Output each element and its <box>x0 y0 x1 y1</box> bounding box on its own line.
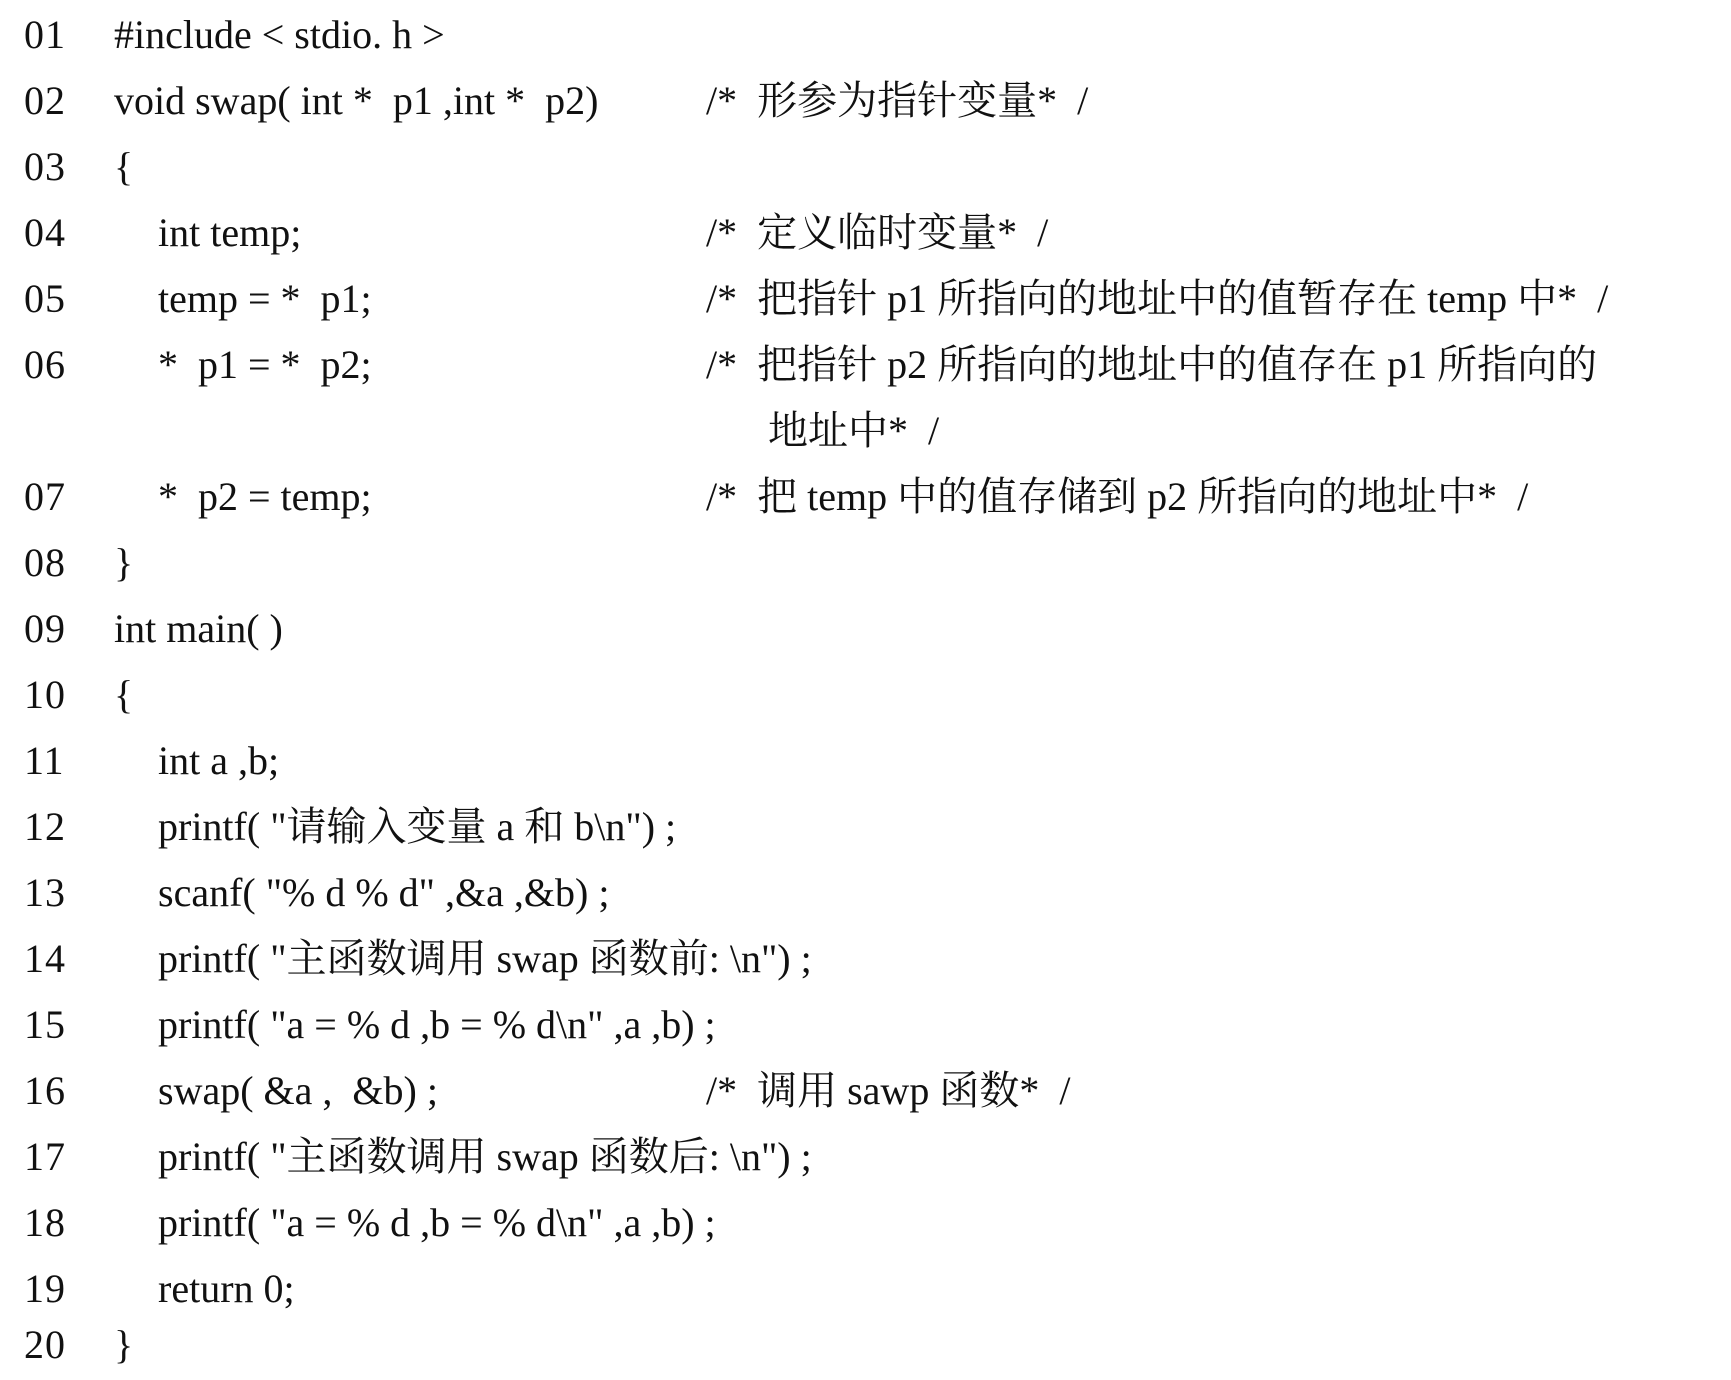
code-text: printf( "主函数调用 swap 函数后: \n") ; <box>158 1134 812 1179</box>
line-number: 14 <box>24 936 66 981</box>
line-number: 08 <box>24 540 66 585</box>
code-line-10 <box>0 662 1731 728</box>
code-line-11 <box>0 728 1731 794</box>
code-text: } <box>114 540 134 585</box>
code-text: { <box>114 144 134 189</box>
code-line-06 <box>0 332 1731 398</box>
code-text: } <box>114 1322 134 1367</box>
code-line-12 <box>0 794 1731 860</box>
line-number: 05 <box>24 276 66 321</box>
line-number: 09 <box>24 606 66 651</box>
code-line-18 <box>0 1190 1731 1256</box>
line-number: 12 <box>24 804 66 849</box>
code-line-14 <box>0 926 1731 992</box>
line-number: 10 <box>24 672 66 717</box>
code-comment: /* 形参为指针变量* / <box>706 78 1089 123</box>
line-number: 15 <box>24 1002 66 1047</box>
code-text: int temp; <box>158 210 302 255</box>
code-text: printf( "主函数调用 swap 函数前: \n") ; <box>158 936 812 981</box>
line-number: 18 <box>24 1200 66 1245</box>
line-number: 16 <box>24 1068 66 1113</box>
code-text: #include < stdio. h > <box>114 12 445 57</box>
code-comment: /* 把指针 p1 所指向的地址中的值暂存在 temp 中* / <box>706 276 1609 321</box>
line-number: 01 <box>24 12 66 57</box>
line-number: 17 <box>24 1134 66 1179</box>
code-line-16 <box>0 1058 1731 1124</box>
line-number: 11 <box>24 738 65 783</box>
code-line-09 <box>0 596 1731 662</box>
code-text: printf( "a = % d ,b = % d\n" ,a ,b) ; <box>158 1200 716 1245</box>
code-line-05 <box>0 266 1731 332</box>
code-text: * p1 = * p2; <box>158 342 372 387</box>
code-comment: /* 把指针 p2 所指向的地址中的值存在 p1 所指向的 <box>706 342 1598 387</box>
code-text: return 0; <box>158 1266 295 1311</box>
code-text: { <box>114 672 134 717</box>
code-line-07 <box>0 464 1731 530</box>
code-text: printf( "a = % d ,b = % d\n" ,a ,b) ; <box>158 1002 716 1047</box>
code-text: * p2 = temp; <box>158 474 372 519</box>
code-comment: /* 把 temp 中的值存储到 p2 所指向的地址中* / <box>706 474 1529 519</box>
code-line-03 <box>0 134 1731 200</box>
code-line-20 <box>0 1312 1731 1378</box>
line-number: 02 <box>24 78 66 123</box>
code-text: void swap( int * p1 ,int * p2) <box>114 78 599 123</box>
code-text: printf( "请输入变量 a 和 b\n") ; <box>158 804 677 849</box>
code-text: int main( ) <box>114 606 283 651</box>
line-number: 06 <box>24 342 66 387</box>
code-comment-continuation: 地址中* / <box>768 408 940 453</box>
line-number: 04 <box>24 210 66 255</box>
code-text: temp = * p1; <box>158 276 372 321</box>
code-line-02 <box>0 68 1731 134</box>
line-number: 19 <box>24 1266 66 1311</box>
code-line-08 <box>0 530 1731 596</box>
code-text: int a ,b; <box>158 738 280 783</box>
code-comment: /* 定义临时变量* / <box>706 210 1049 255</box>
code-text: scanf( "% d % d" ,&a ,&b) ; <box>158 870 610 915</box>
line-number: 13 <box>24 870 66 915</box>
line-number: 03 <box>24 144 66 189</box>
code-comment: /* 调用 sawp 函数* / <box>706 1068 1071 1113</box>
code-text: swap( &a , &b) ; <box>158 1068 438 1113</box>
code-line-15 <box>0 992 1731 1058</box>
line-number: 20 <box>24 1322 66 1367</box>
code-line-13 <box>0 860 1731 926</box>
code-line-17 <box>0 1124 1731 1190</box>
line-number: 07 <box>24 474 66 519</box>
code-line-01 <box>0 2 1731 68</box>
code-line-04 <box>0 200 1731 266</box>
code-line-06-continuation <box>0 398 1731 464</box>
